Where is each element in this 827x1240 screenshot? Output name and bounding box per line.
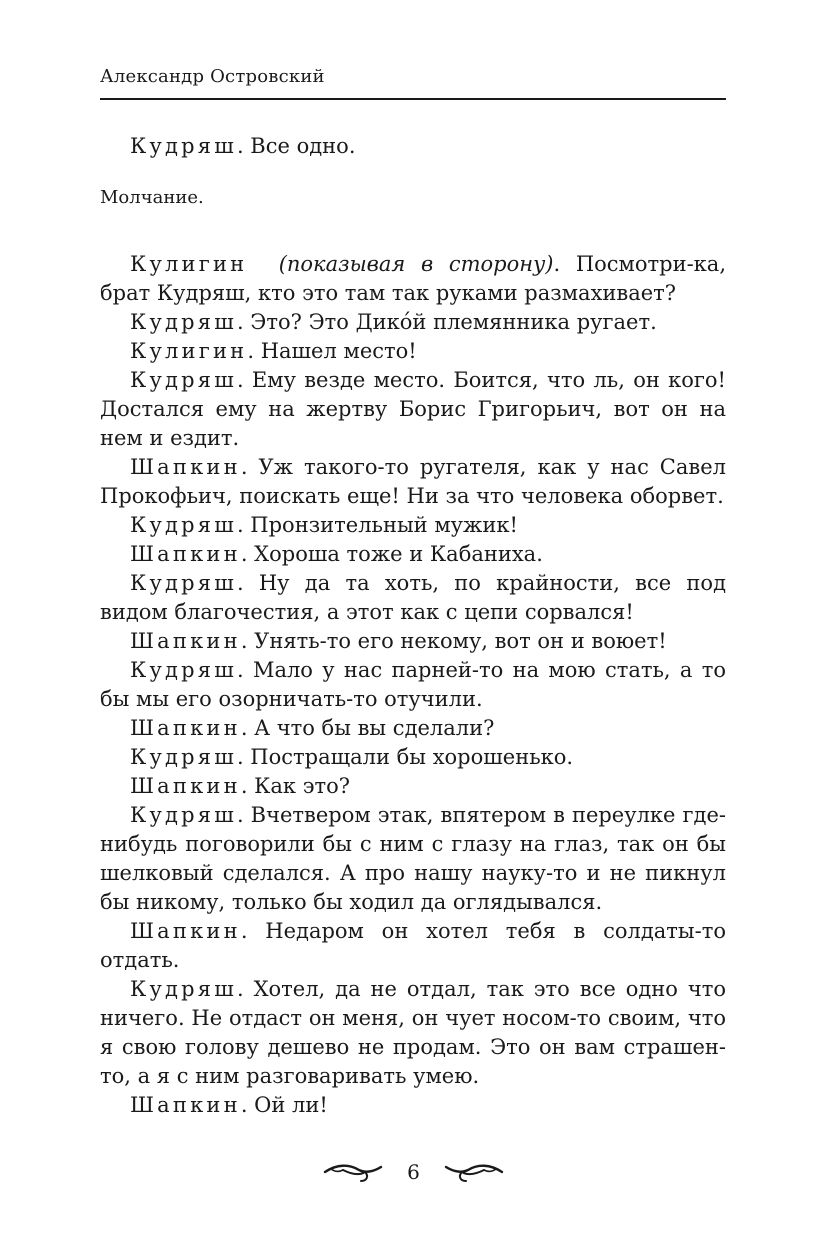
line-text: . Хотел, да не отдал, так это все одно что ничего. Не отдаст он меня, он чует носом-то своим, что я свою голову дешево не продам. Это он вам страшен-то, а я с ним разговаривать умею. (100, 977, 726, 1088)
dialogue-line (100, 511, 726, 540)
line-text: . Унять-то его некому, вот он и воюет! (240, 629, 667, 653)
speaker-name: Кудряш (130, 368, 237, 392)
dialogue-line (100, 772, 726, 801)
line-text: . Ой ли! (240, 1093, 328, 1117)
speaker-name: Кулигин (130, 339, 248, 363)
line-text: . Пронзительный мужик! (236, 513, 518, 537)
line-text: . Как это? (240, 774, 351, 798)
dialogue-line (100, 801, 726, 917)
line-text: . Ну да та хоть, по крайности, все под видом благочестия, а этот как с цепи сорвался! (100, 571, 726, 624)
dialogue-line (100, 132, 726, 161)
dialogue-line (100, 1091, 726, 1120)
dialogue-line (100, 917, 726, 975)
dialogue-line (100, 975, 726, 1091)
speaker-name: Кудряш (130, 658, 237, 682)
speaker-name: Шапкин (130, 629, 241, 653)
line-text: . Недаром он хотел тебя в солдаты-то отдать. (100, 919, 726, 972)
dialogue-line (100, 337, 726, 366)
line-text: . Нашел место! (247, 339, 417, 363)
speaker-name: Шапкин (130, 774, 241, 798)
line-text: . Посмотри-ка, брат Кудряш, кто это там так руками размахивает? (100, 252, 726, 305)
dialogue-line (100, 714, 726, 743)
dialogue-line (100, 453, 726, 511)
dialogue-line (100, 627, 726, 656)
speaker-name: Шапкин (130, 919, 241, 943)
dialogue-line (100, 743, 726, 772)
line-text: . Уж такого-то ругателя, как у нас Савел Прокофьич, поискать еще! Ни за что человека оборвет. (100, 455, 726, 508)
running-head: Александр Островский (100, 66, 325, 87)
speaker-name: Кудряш (130, 310, 237, 334)
line-text: . Вчетвером этак, впятером в переулке где-нибудь поговорили бы с ним с глазу на глаз, так он бы шелковый сделался. А про нашу науку-то и не пикнул бы никому, только бы ходил да оглядывался. (100, 803, 726, 914)
page-number: 6 (407, 1160, 420, 1184)
speaker-name: Кудряш (130, 134, 237, 158)
dialogue-line (100, 308, 726, 337)
left-flourish-icon (323, 1160, 385, 1184)
dialogue-line (100, 569, 726, 627)
stage-direction: (показывая в сторону) (278, 252, 554, 276)
speaker-name: Кудряш (130, 745, 237, 769)
dialogue-line (100, 540, 726, 569)
speaker-name: Кулигин (130, 252, 248, 276)
speaker-name: Кудряш (130, 571, 237, 595)
page-footer (0, 1160, 827, 1184)
stage-interlude: Молчание. (100, 187, 204, 208)
dialogue-line (100, 366, 726, 453)
speaker-name: Шапкин (130, 716, 241, 740)
dialogue-line (100, 656, 726, 714)
line-text: . Мало у нас парней-то на мою стать, а то бы мы его озорничать-то отучили. (100, 658, 726, 711)
line-text: . А что бы вы сделали? (240, 716, 495, 740)
line-text: . Хороша тоже и Кабаниха. (240, 542, 543, 566)
line-text: . Ему везде место. Боится, что ль, он кого! Достался ему на жертву Борис Григорьич, вот он на нем и ездит. (100, 368, 726, 450)
speaker-name: Шапкин (130, 542, 241, 566)
page-text (100, 132, 726, 1120)
line-text: . Это? Это Дико́й племянника ругает. (236, 310, 657, 334)
dialogue-line (100, 250, 726, 308)
header-rule (100, 98, 726, 100)
speaker-name: Шапкин (130, 1093, 241, 1117)
speaker-name: Кудряш (130, 513, 237, 537)
right-flourish-icon (442, 1160, 504, 1184)
line-text: . Постращали бы хорошенько. (236, 745, 574, 769)
line-text: . Все одно. (236, 134, 356, 158)
speaker-name: Кудряш (130, 803, 237, 827)
speaker-name: Кудряш (130, 977, 237, 1001)
speaker-name: Шапкин (130, 455, 241, 479)
